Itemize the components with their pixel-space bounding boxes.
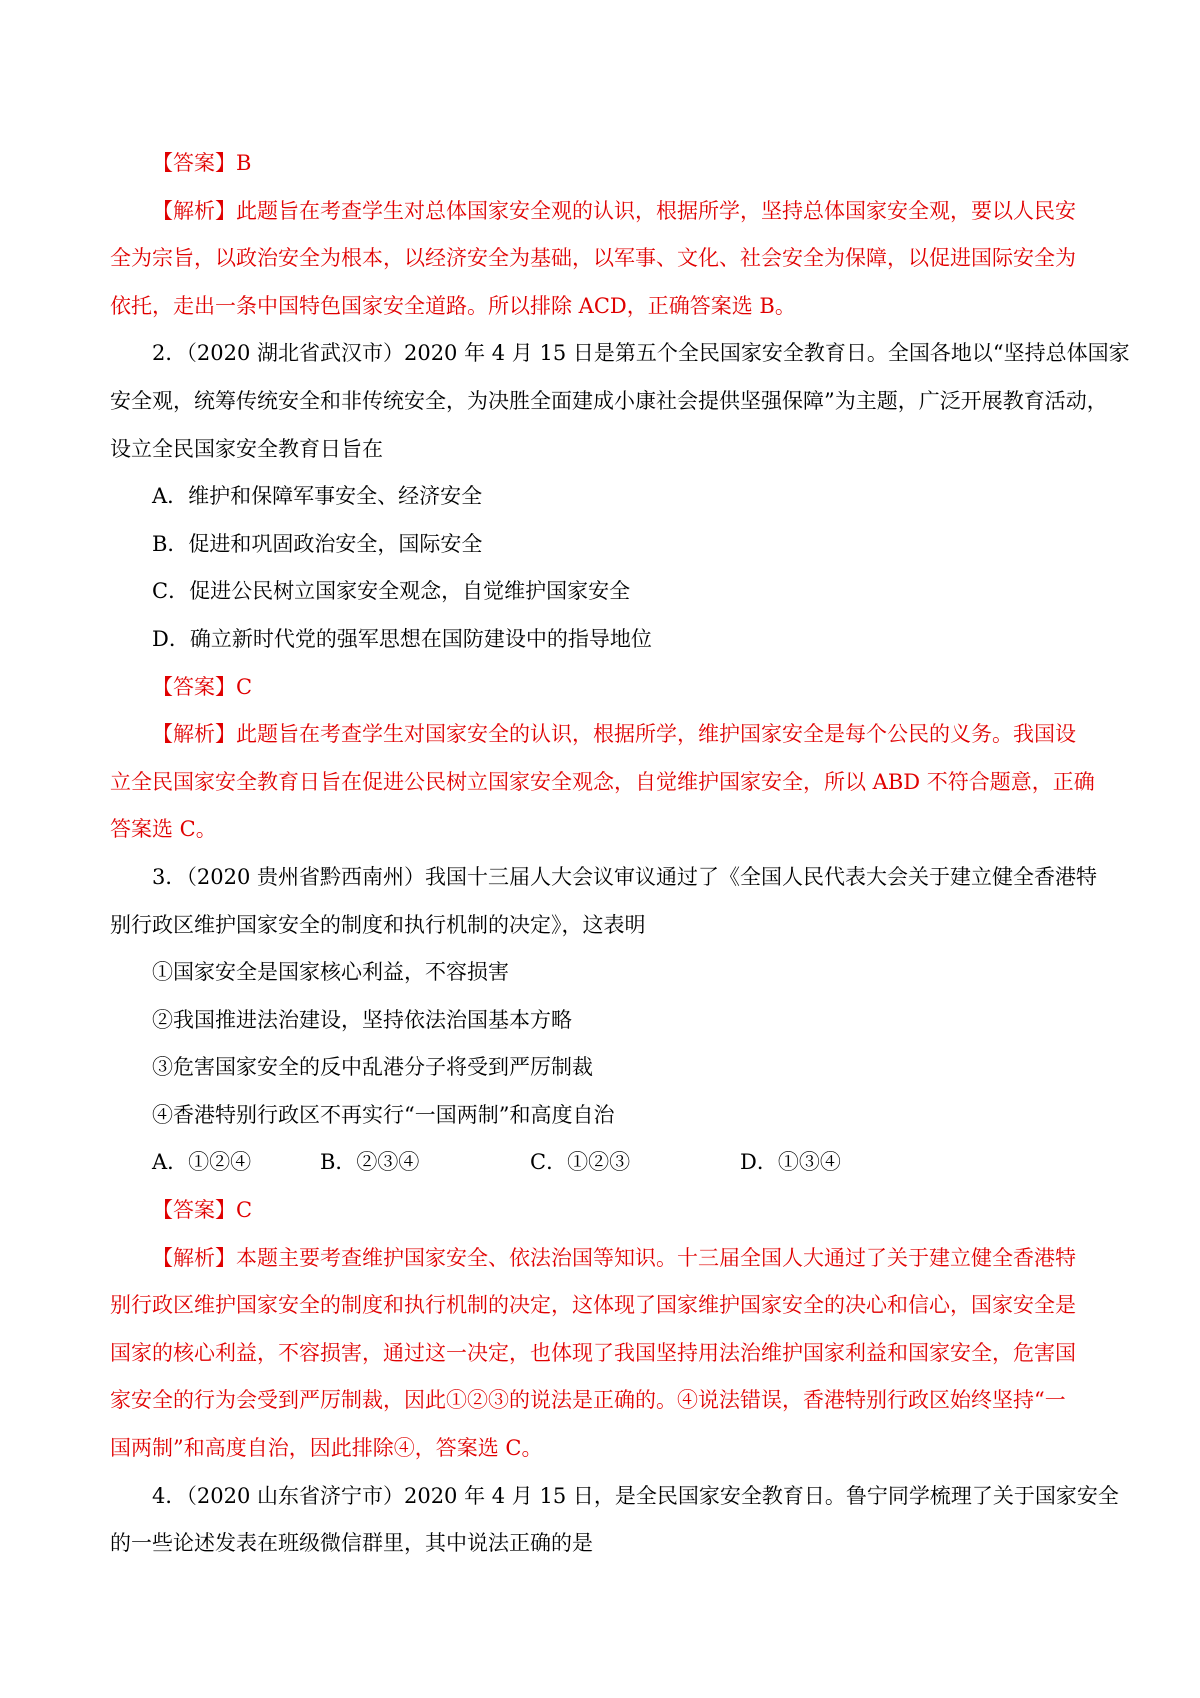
q2-analysis-line-3: 答案选 C。 xyxy=(110,817,217,842)
q2-analysis-line-2: 立全民国家安全教育日旨在促进公民树立国家安全观念，自觉维护国家安全，所以 ABD 不符合题意，正确 xyxy=(110,769,1095,794)
document-page xyxy=(110,140,1130,1568)
answer-value: C xyxy=(236,674,253,699)
q3-analysis-line-4: 家安全的行为会受到严厉制裁，因此①②③的说法是正确的。④说法错误，香港特别行政区始终坚持“一 xyxy=(110,1388,1066,1413)
q1-analysis-line-1: 【解析】此题旨在考查学生对总体国家安全观的认识，根据所学，坚持总体国家安全观，要以人民安 xyxy=(152,198,1076,223)
q3-answer xyxy=(110,1187,1100,1235)
q3-stem-line-2: 别行政区维护国家安全的制度和执行机制的决定》，这表明 xyxy=(110,912,646,937)
q3-analysis-line-2: 别行政区维护国家安全的制度和执行机制的决定，这体现了国家维护国家安全的决心和信心，国家安全是 xyxy=(110,1293,1076,1318)
q2-stem-line-2: 安全观，统筹传统安全和非传统安全，为决胜全面建成小康社会提供坚强保障”为主题，广泛开展教育活动， xyxy=(110,388,1108,413)
q3-option-a: A．①②④ xyxy=(152,1150,252,1175)
q2-option-d: D．确立新时代党的强军思想在国防建设中的指导地位 xyxy=(152,626,652,651)
q3-options xyxy=(110,1139,1100,1187)
q3-analysis-line-3: 国家的核心利益，不容损害，通过这一决定，也体现了我国坚持用法治维护国家利益和国家安全，危害国 xyxy=(110,1340,1076,1365)
q2-stem-line-3: 设立全民国家安全教育日旨在 xyxy=(110,436,383,461)
answer-value: B xyxy=(236,151,252,175)
q3-option-c: C．①②③ xyxy=(530,1150,631,1175)
q3-statement-1: ①国家安全是国家核心利益，不容损害 xyxy=(152,960,509,985)
q3-analysis-line-5: 国两制”和高度自治，因此排除④，答案选 C。 xyxy=(110,1436,543,1461)
q4-stem-line-1: 4．（2020 山东省济宁市）2020 年 4 月 15 日，是全民国家安全教育日。鲁宁同学梳理了关于国家安全 xyxy=(152,1483,1119,1508)
answer-tag: 【答案】 xyxy=(152,151,236,175)
answer-tag: 【答案】 xyxy=(152,1198,236,1223)
q3-statement-3: ③危害国家安全的反中乱港分子将受到严厉制裁 xyxy=(152,1055,593,1080)
answer-value: C xyxy=(236,1198,253,1223)
q3-option-d: D．①③④ xyxy=(740,1150,841,1175)
q1-analysis-line-3: 依托，走出一条中国特色国家安全道路。所以排除 ACD，正确答案选 B。 xyxy=(110,293,796,318)
q3-statement-2: ②我国推进法治建设，坚持依法治国基本方略 xyxy=(152,1007,572,1032)
q2-option-a: A．维护和保障军事安全、经济安全 xyxy=(152,484,483,509)
q2-answer xyxy=(110,664,1100,712)
q3-analysis-line-1: 【解析】本题主要考查维护国家安全、依法治国等知识。十三届全国人大通过了关于建立健全香港特 xyxy=(152,1245,1076,1270)
q1-answer xyxy=(110,140,1100,188)
answer-tag: 【答案】 xyxy=(152,674,236,699)
q4-stem-line-2: 的一些论述发表在班级微信群里，其中说法正确的是 xyxy=(110,1531,593,1556)
analysis-tag: 【解析】 xyxy=(152,722,236,747)
q1-analysis-line-2: 全为宗旨，以政治安全为根本，以经济安全为基础，以军事、文化、社会安全为保障，以促进国际安全为 xyxy=(110,246,1076,271)
analysis-tag: 【解析】 xyxy=(152,198,236,223)
q3-option-b: B．②③④ xyxy=(320,1150,420,1175)
q2-option-c: C．促进公民树立国家安全观念，自觉维护国家安全 xyxy=(152,579,631,604)
q2-stem-line-1: 2．（2020 湖北省武汉市）2020 年 4 月 15 日是第五个全民国家安全教育日。全国各地以“坚持总体国家 xyxy=(152,341,1130,366)
q2-option-b: B．促进和巩固政治安全，国际安全 xyxy=(152,531,483,556)
q2-analysis-line-1: 【解析】此题旨在考查学生对国家安全的认识，根据所学，维护国家安全是每个公民的义务。我国设 xyxy=(152,722,1076,747)
q3-statement-4: ④香港特别行政区不再实行“一国两制”和高度自治 xyxy=(152,1102,615,1127)
q3-stem-line-1: 3．（2020 贵州省黔西南州）我国十三届人大会议审议通过了《全国人民代表大会关于建立健全香港特 xyxy=(152,864,1097,889)
analysis-tag: 【解析】 xyxy=(152,1245,236,1270)
